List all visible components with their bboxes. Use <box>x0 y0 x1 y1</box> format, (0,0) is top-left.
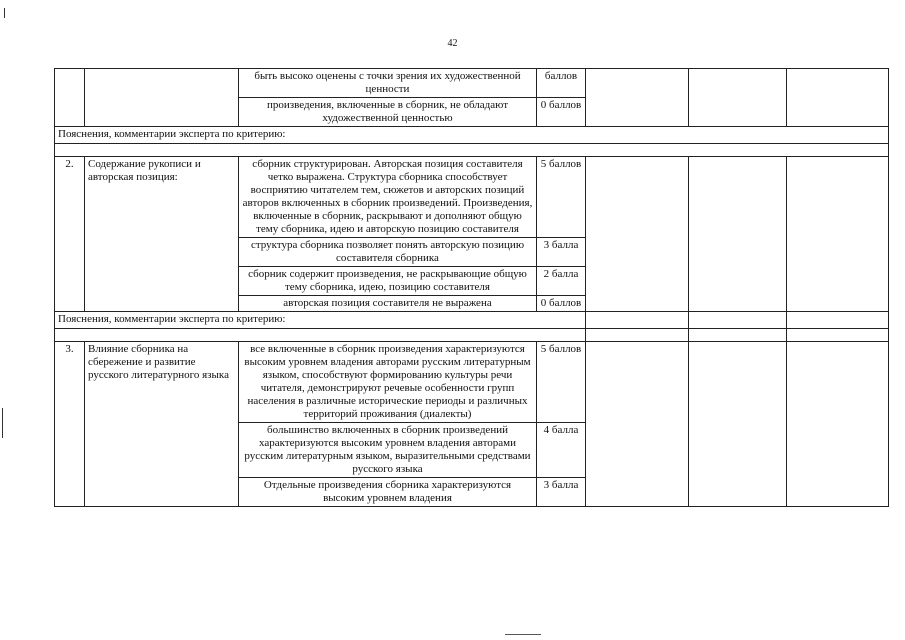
level-description: структура сборника позволяет понять авторскую позицию составителя сборника <box>239 238 537 267</box>
level-description: сборник структурирован. Авторская позиция составителя четко выражена. Структура сборника способствует восприятию читателем тем, сюжетов и авторских позиций авторов включенных в сборник произведений. Произведения, включенные в сборник, раскрывают и дополняют общую тему сборника, идею и авторскую позицию составителя <box>239 157 537 238</box>
expert-comment-space <box>55 329 586 342</box>
level-score: баллов <box>537 69 586 98</box>
empty-cell <box>689 329 787 342</box>
table-row <box>55 157 889 238</box>
empty-cell <box>586 342 689 507</box>
scan-edge-mark <box>4 8 5 18</box>
empty-cell <box>787 329 889 342</box>
comment-space-row <box>55 144 889 157</box>
criterion-title: Содержание рукописи и авторская позиция: <box>85 157 239 312</box>
expert-comment-space <box>55 144 889 157</box>
empty-cell <box>787 157 889 312</box>
level-description: произведения, включенные в сборник, не обладают художественной ценностью <box>239 98 537 127</box>
level-score: 3 балла <box>537 238 586 267</box>
level-score: 5 баллов <box>537 157 586 238</box>
scan-bottom-mark <box>505 634 541 635</box>
empty-cell <box>787 69 889 127</box>
level-description: все включенные в сборник произведения характеризуются высоким уровнем владения авторами русским литературным языком, способствуют формированию культуры речи читателя, демонстрируют речевые особенности групп населения в различные исторические периоды и различных территорий проживания (диалекты) <box>239 342 537 423</box>
level-description: Отдельные произведения сборника характеризуются высоким уровнем владения <box>239 478 537 507</box>
level-description: быть высоко оценены с точки зрения их художественной ценности <box>239 69 537 98</box>
empty-cell <box>689 69 787 127</box>
level-score: 2 балла <box>537 267 586 296</box>
criterion-cell <box>85 69 239 127</box>
table-row <box>55 342 889 423</box>
expert-comment-label: Пояснения, комментарии эксперта по критерию: <box>55 312 586 329</box>
empty-cell <box>586 157 689 312</box>
level-description: авторская позиция составителя не выражена <box>239 296 537 312</box>
empty-cell <box>787 342 889 507</box>
criterion-number: 3. <box>55 342 85 507</box>
empty-cell <box>689 342 787 507</box>
comment-row <box>55 127 889 144</box>
criterion-number: 2. <box>55 157 85 312</box>
empty-cell <box>689 157 787 312</box>
level-score: 0 баллов <box>537 98 586 127</box>
level-score: 5 баллов <box>537 342 586 423</box>
level-score: 4 балла <box>537 423 586 478</box>
empty-cell <box>586 69 689 127</box>
empty-cell <box>586 329 689 342</box>
level-description: сборник содержит произведения, не раскрывающие общую тему сборника, идею, позицию составителя <box>239 267 537 296</box>
comment-row <box>55 312 889 329</box>
empty-cell <box>586 312 689 329</box>
empty-cell <box>787 312 889 329</box>
comment-space-row <box>55 329 889 342</box>
expert-comment-label: Пояснения, комментарии эксперта по критерию: <box>55 127 889 144</box>
criterion-title: Влияние сборника на сбережение и развитие русского литературного языка <box>85 342 239 507</box>
num-cell <box>55 69 85 127</box>
level-score: 3 балла <box>537 478 586 507</box>
criteria-table <box>54 68 889 507</box>
empty-cell <box>689 312 787 329</box>
scan-edge-mark <box>2 408 3 438</box>
level-score: 0 баллов <box>537 296 586 312</box>
table-row <box>55 69 889 98</box>
level-description: большинство включенных в сборник произведений характеризуются высоким уровнем владения авторами русским литературным языком, выразительными средствами русского языка <box>239 423 537 478</box>
page-number: 42 <box>447 38 458 49</box>
